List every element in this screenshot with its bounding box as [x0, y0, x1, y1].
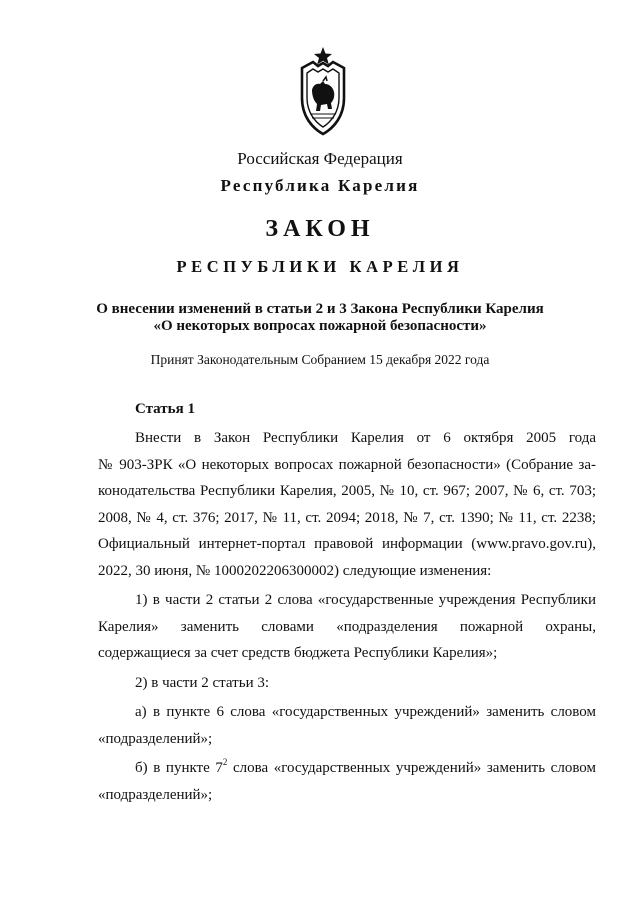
intro-line: Внести в Закон Республики Карелия от 6 октября 2005 года [135, 430, 596, 446]
intro-line: 2008, № 4, ст. 376; 2017, № 11, ст. 2094; 2018, № 7, ст. 1390; № 11, ст. 2238; [98, 509, 596, 526]
intro-line: № 903-ЗРК «О некоторых вопросах пожарной безопасности» (Собрание за- [98, 456, 596, 473]
item-1-line: Карелия» заменить словами «подразделения пожарной охраны, [98, 618, 596, 635]
item-2b-line: «подразделений»; [98, 786, 213, 803]
country-name: Российская Федерация [237, 149, 403, 168]
article-body [98, 425, 596, 808]
law-title-line-2: «О некоторых вопросах пожарной безопасности» [153, 318, 487, 334]
coat-of-arms-emblem [296, 46, 350, 136]
item-2a-line: а) в пункте 6 слова «государственных учреждений» заменить словом [135, 704, 596, 720]
issuer-heading: РЕСПУБЛИКИ КАРЕЛИЯ [176, 257, 464, 276]
item-1-line: 1) в части 2 статьи 2 слова «государственные учреждения Республики [135, 592, 596, 608]
item-2b-rest: слова «государственных учреждений» заменить словом [227, 760, 596, 776]
item-2b-prefix: б) в пункте 7 [135, 760, 223, 776]
article-title: Статья 1 [135, 401, 195, 417]
republic-name: Республика Карелия [220, 176, 420, 195]
item-2a-line: «подразделений»; [98, 730, 213, 747]
item-2b-line [98, 755, 596, 782]
document-type-heading: ЗАКОН [265, 216, 375, 242]
law-title-line-1: О внесении изменений в статьи 2 и 3 Закона Республики Карелия [96, 301, 544, 317]
intro-line: конодательства Республики Карелия, 2005, № 10, ст. 967; 2007, № 6, ст. 703; [98, 483, 596, 499]
item-2b-superscript: 2 [222, 757, 228, 767]
intro-line: 2022, 30 июня, № 1000202206300002) следующие изменения: [98, 562, 492, 579]
adoption-note: Принят Законодательным Собранием 15 декабря 2022 года [150, 352, 490, 367]
item-1-line: содержащиеся за счет средств бюджета Республики Карелия»; [98, 645, 498, 661]
intro-line: Официальный интернет-портал правовой информации (www.pravo.gov.ru), [98, 536, 596, 552]
item-2: 2) в части 2 статьи 3: [135, 674, 270, 691]
